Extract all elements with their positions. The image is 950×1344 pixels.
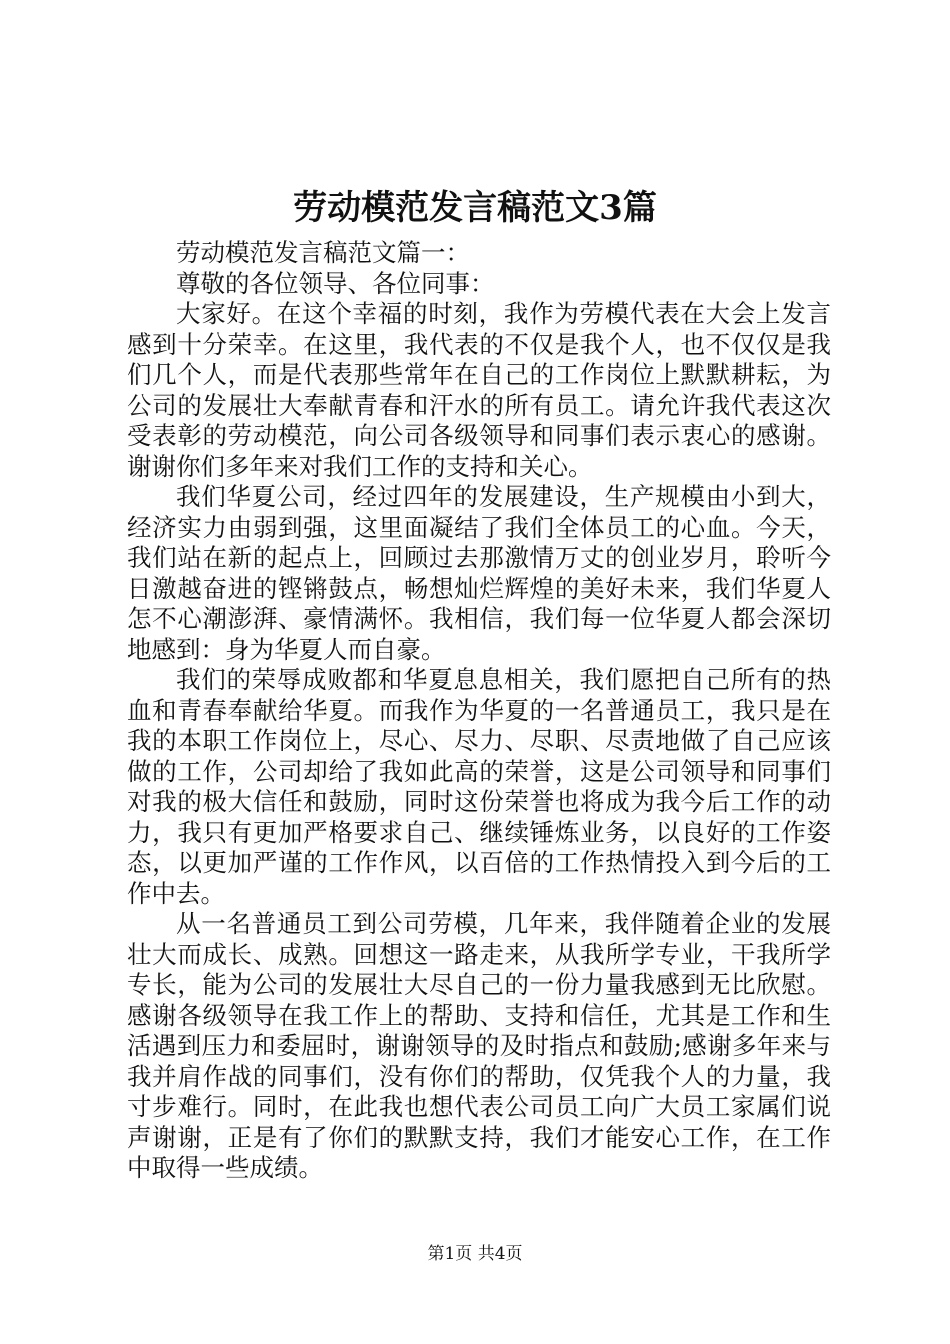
body-paragraph: 我们的荣辱成败都和华夏息息相关，我们愿把自己所有的热血和青春奉献给华夏。而我作为华夏的一名普通员工，我只是在我的本职工作岗位上，尽心、尽力、尽职、尽责地做了自己应该做的工作，公司却给了我如此高的荣誉，这是公司领导和同事们对我的极大信任和鼓励，同时这份荣誉也将成为我今后工作的动力，我只有更加严格要求自己、继续锤炼业务，以良好的工作姿态，以更加严谨的工作作风，以百倍的工作热情投入到今后的工作中去。 <box>127 665 831 908</box>
salutation: 尊敬的各位领导、各位同事： <box>176 268 495 298</box>
document-body <box>127 238 831 1184</box>
section-heading: 劳动模范发言稿范文篇一： <box>176 238 470 267</box>
document-title: 劳动模范发言稿范文3篇 <box>293 188 657 228</box>
body-paragraph: 从一名普通员工到公司劳模，几年来，我伴随着企业的发展壮大而成长、成熟。回想这一路走来，从我所学专业，干我所学专长，能为公司的发展壮大尽自己的一份力量我感到无比欣慰。感谢各级领导在我工作上的帮助、支持和信任，尤其是工作和生活遇到压力和委屈时，谢谢领导的及时指点和鼓励;感谢多年来与我并肩作战的同事们，没有你们的帮助，仅凭我个人的力量，我寸步难行。同时，在此我也想代表公司员工向广大员工家属们说声谢谢，正是有了你们的默默支持，我们才能安心工作，在工作中取得一些成绩。 <box>127 909 831 1182</box>
body-paragraph: 我们华夏公司，经过四年的发展建设，生产规模由小到大，经济实力由弱到强，这里面凝结了我们全体员工的心血。今天，我们站在新的起点上，回顾过去那激情万丈的创业岁月，聆听今日激越奋进的铿锵鼓点，畅想灿烂辉煌的美好未来，我们华夏人怎不心潮澎湃、豪情满怀。我相信，我们每一位华夏人都会深切地感到：身为华夏人而自豪。 <box>127 482 831 664</box>
page-number: 第1页 共4页 <box>427 1244 523 1264</box>
body-paragraph: 大家好。在这个幸福的时刻，我作为劳模代表在大会上发言感到十分荣幸。在这里，我代表的不仅是我个人，也不仅仅是我们几个人，而是代表那些常年在自己的工作岗位上默默耕耘，为公司的发展壮大奉献青春和汗水的所有员工。请允许我代表这次受表彰的劳动模范，向公司各级领导和同事们表示衷心的感谢。谢谢你们多年来对我们工作的支持和关心。 <box>127 299 831 481</box>
